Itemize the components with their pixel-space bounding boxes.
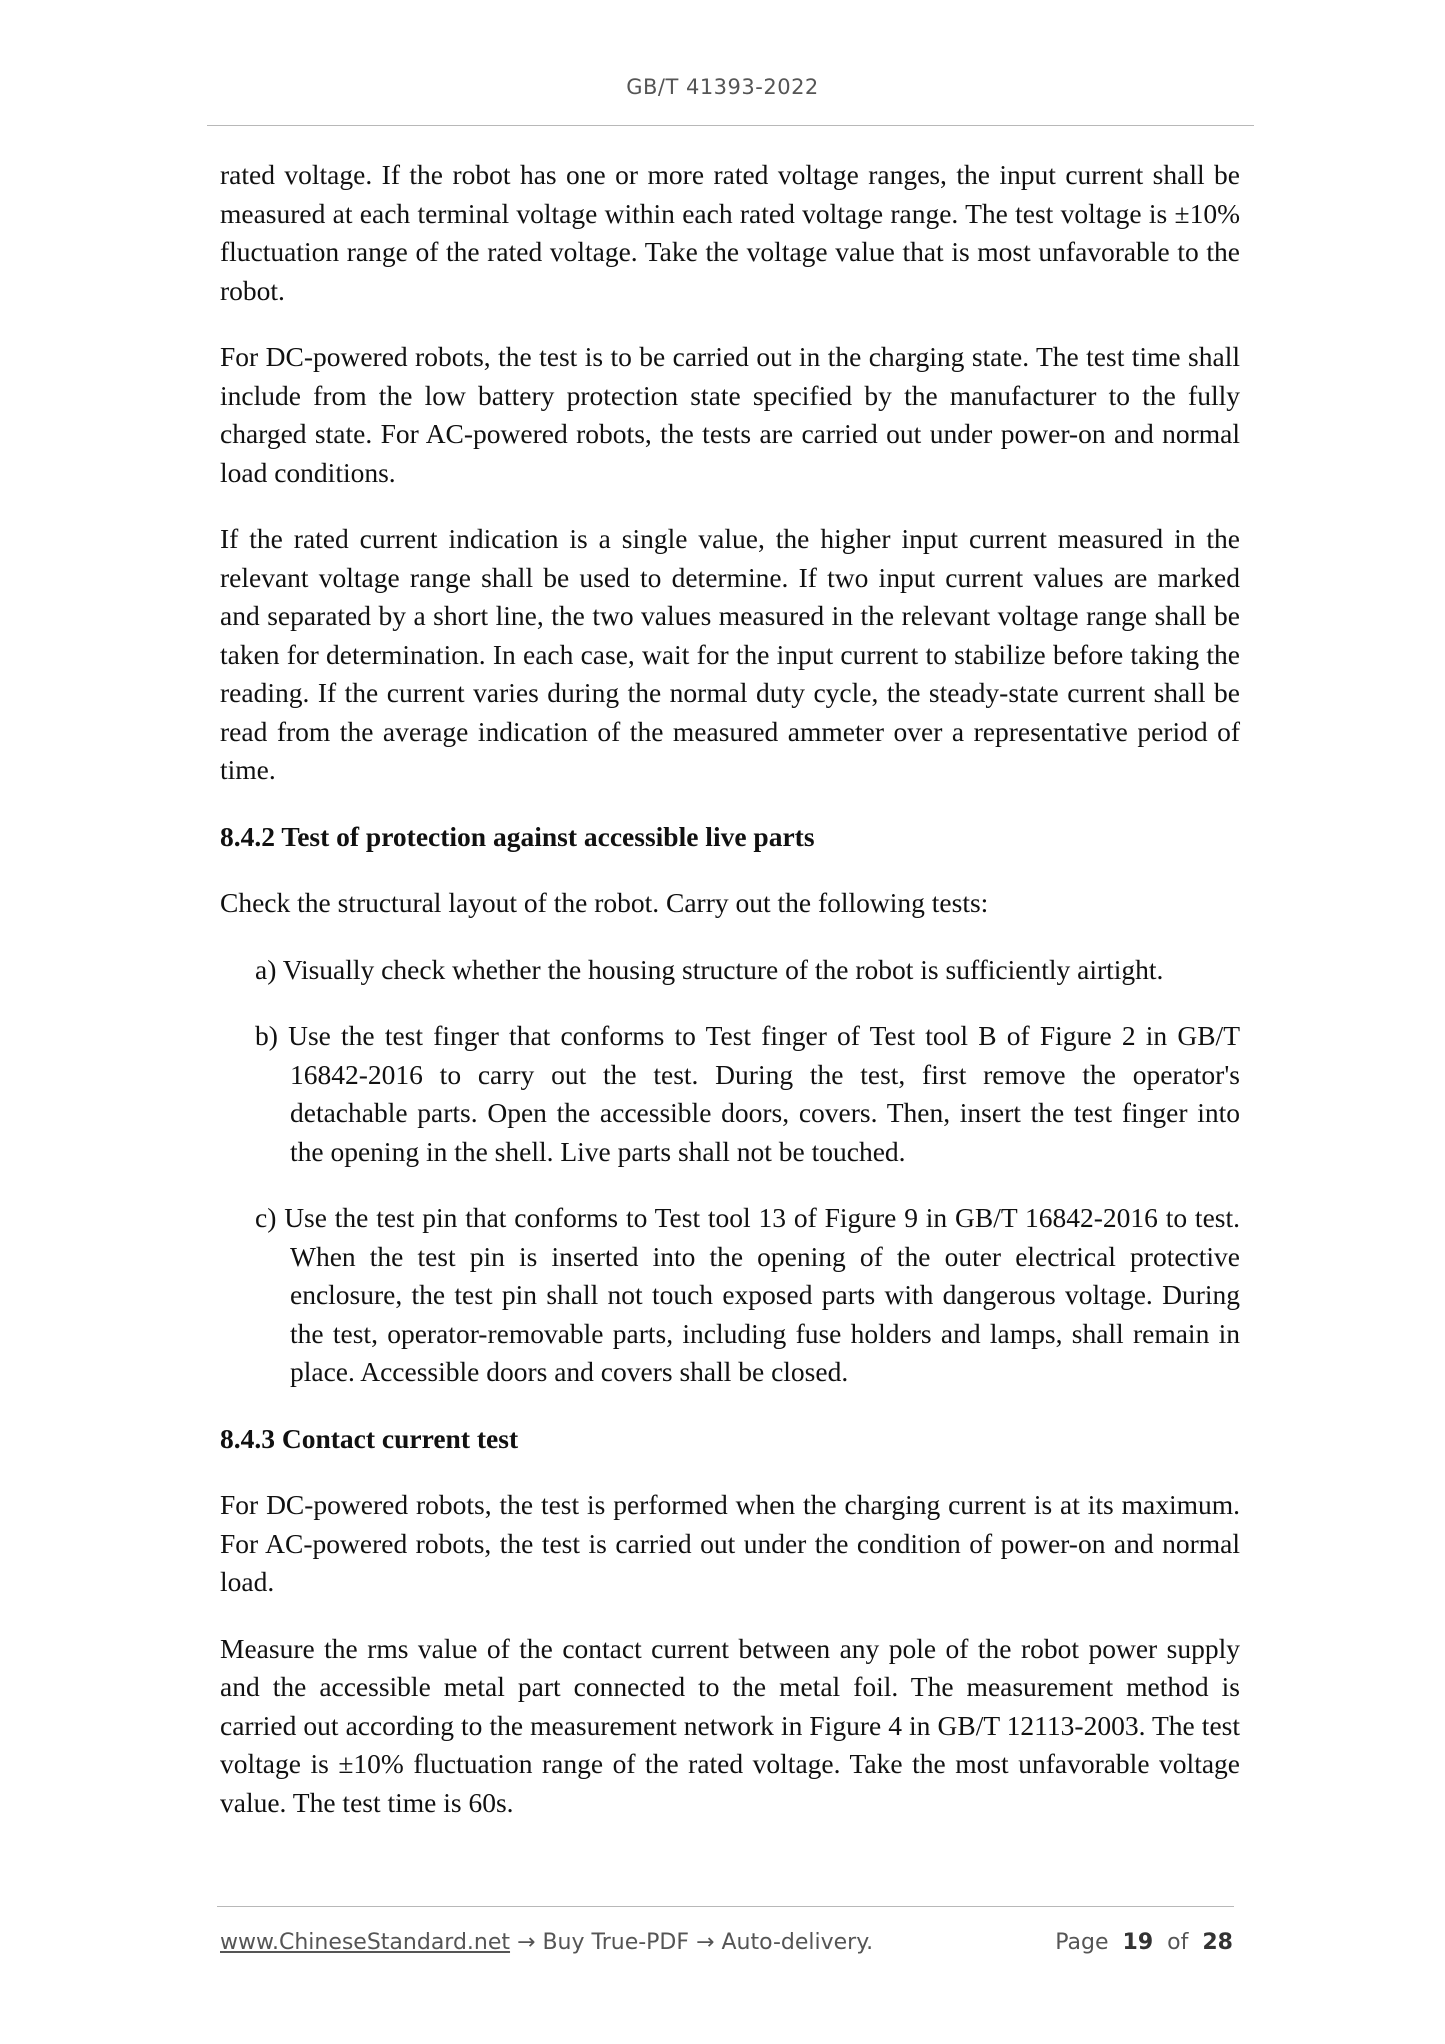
- arrow-right-icon: →: [510, 1930, 543, 1955]
- current-page-number: 19: [1122, 1930, 1154, 1955]
- list-item-a: a) Visually check whether the housing structure of the robot is sufficiently airtight.: [255, 953, 1164, 985]
- of-label: of: [1167, 1930, 1189, 1955]
- paragraph-dc-charging: For DC-powered robots, the test is to be carried out in the charging state. The test time shall include from the low battery protection state specified by the manufacturer to the fully charged state. For AC-powered robots, the tests are carried out under power-on and normal load conditions.: [220, 341, 1240, 488]
- section-heading-8-4-2: 8.4.2 Test of protection against accessible live parts: [220, 820, 815, 852]
- total-pages-number: 28: [1202, 1930, 1233, 1955]
- website-link[interactable]: www.ChineseStandard.net: [220, 1930, 511, 1955]
- paragraph-contact-current-conditions: For DC-powered robots, the test is performed when the charging current is at its maximum. For AC-powered robots, the test is carried out under the condition of power-on and normal load.: [220, 1489, 1240, 1597]
- list-item-b: b) Use the test finger that conforms to Test finger of Test tool B of Figure 2 in GB/T 16842-2016 to carry out the test. During the test, first remove the operator's detachable parts. Open the accessible doors, covers. Then, insert the test finger into the opening in the shell. Live parts shall not be touched.: [255, 1020, 1240, 1167]
- running-header: GB/T 41393-2022: [626, 75, 819, 99]
- paragraph-rated-voltage: rated voltage. If the robot has one or more rated voltage ranges, the input current shall be measured at each terminal voltage within each rated voltage range. The test voltage is ±10% fluctuation range of the rated voltage. Take the voltage value that is most unfavorable to the robot.: [220, 159, 1240, 306]
- page-number: [1055, 1930, 1233, 1955]
- auto-delivery-text: Auto-delivery.: [721, 1930, 874, 1955]
- arrow-right-icon: →: [689, 1930, 722, 1955]
- section-heading-8-4-3: 8.4.3 Contact current test: [220, 1422, 519, 1454]
- page-label: Page: [1055, 1930, 1109, 1955]
- list-item-c: c) Use the test pin that conforms to Test tool 13 of Figure 9 in GB/T 16842-2016 to test. When the test pin is inserted into the opening of the outer electrical protective enclosure, the test pin shall not touch exposed parts with dangerous voltage. During the test, operator-removable parts, including fuse holders and lamps, shall remain in place. Accessible doors and covers shall be closed.: [255, 1202, 1240, 1387]
- header-divider: [207, 125, 1254, 126]
- footer-divider: [217, 1906, 1234, 1907]
- page-body: [220, 156, 1240, 1850]
- footer-promo: [220, 1930, 873, 1955]
- paragraph-check-layout: Check the structural layout of the robot. Carry out the following tests:: [220, 887, 989, 918]
- buy-pdf-text: Buy True-PDF: [542, 1930, 690, 1955]
- paragraph-rated-current: If the rated current indication is a single value, the higher input current measured in the relevant voltage range shall be used to determine. If two input current values are marked and separated by a short line, the two values measured in the relevant voltage range shall be taken for determination. In each case, wait for the input current to stabilize before taking the reading. If the current varies during the normal duty cycle, the steady-state current shall be read from the average indication of the measured ammeter over a representative period of time.: [220, 523, 1240, 785]
- paragraph-rms-measurement: Measure the rms value of the contact current between any pole of the robot power supply and the accessible metal part connected to the metal foil. The measurement method is carried out according to the measurement network in Figure 4 in GB/T 12113-2003. The test voltage is ±10% fluctuation range of the rated voltage. Take the most unfavorable voltage value. The test time is 60s.: [220, 1632, 1240, 1818]
